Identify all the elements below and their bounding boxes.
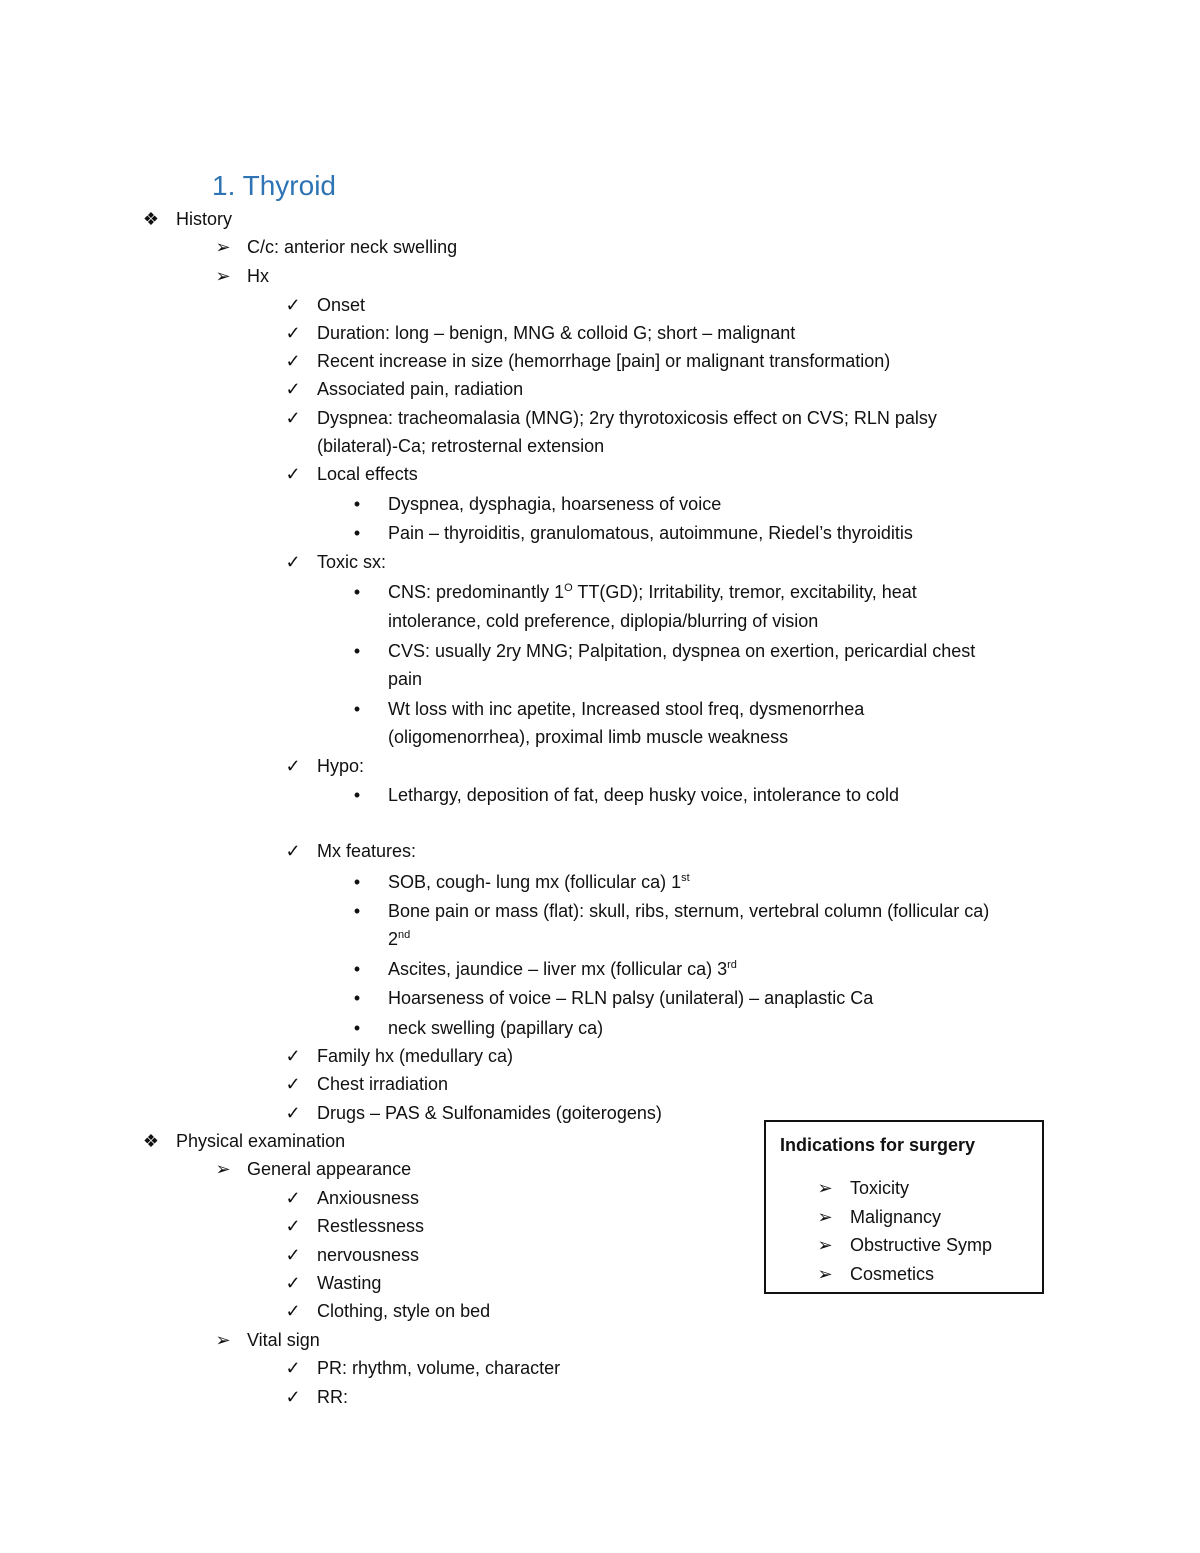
arrow-bullet-icon: ➢ bbox=[817, 1207, 833, 1227]
checkmark-icon: ✓ bbox=[285, 1387, 301, 1407]
checkmark-icon: ✓ bbox=[285, 408, 301, 428]
superscript: rd bbox=[727, 959, 737, 971]
item-text: Hoarseness of voice – RLN palsy (unilateral) – anaplastic Ca bbox=[388, 988, 874, 1008]
bullet-icon: • bbox=[353, 901, 361, 921]
arrow-bullet-icon: ➢ bbox=[817, 1178, 833, 1198]
item-text: Pain – thyroiditis, granulomatous, autoimmune, Riedel’s thyroiditis bbox=[388, 523, 913, 543]
item-text: Drugs – PAS & Sulfonamides (goiterogens) bbox=[317, 1103, 662, 1123]
bullet-icon: • bbox=[353, 699, 361, 719]
checkmark-icon: ✓ bbox=[285, 1188, 301, 1208]
checkmark-icon: ✓ bbox=[285, 351, 301, 371]
bullet-icon: • bbox=[353, 785, 361, 805]
item-text: nervousness bbox=[317, 1245, 420, 1265]
bullet-icon: • bbox=[353, 872, 361, 892]
arrow-bullet-icon: ➢ bbox=[215, 266, 231, 286]
item-text: Malignancy bbox=[850, 1207, 942, 1227]
item-text bbox=[388, 581, 917, 603]
superscript: O bbox=[564, 582, 573, 594]
item-text: Mx features: bbox=[317, 841, 417, 861]
item-text: Hypo: bbox=[317, 756, 365, 776]
indications-box bbox=[764, 1120, 1044, 1294]
item-text: Duration: long – benign, MNG & colloid G; short – malignant bbox=[317, 323, 796, 343]
arrow-bullet-icon: ➢ bbox=[215, 1330, 231, 1350]
item-text: Cosmetics bbox=[850, 1264, 935, 1284]
item-text: Recent increase in size (hemorrhage [pain] or malignant transformation) bbox=[317, 351, 891, 371]
bullet-icon: • bbox=[353, 494, 361, 514]
item-text: Associated pain, radiation bbox=[317, 379, 524, 399]
item-text: Onset bbox=[317, 295, 366, 315]
item-text: Anxiousness bbox=[317, 1188, 420, 1208]
item-text-part: SOB, cough- lung mx (follicular ca) 1 bbox=[388, 872, 682, 892]
item-text: Chest irradiation bbox=[317, 1074, 449, 1094]
item-text: Clothing, style on bed bbox=[317, 1301, 491, 1321]
item-text: Wt loss with inc apetite, Increased stool freq, dysmenorrhea bbox=[388, 699, 865, 719]
item-text: Hx bbox=[247, 266, 269, 286]
checkmark-icon: ✓ bbox=[285, 1216, 301, 1236]
item-text: Wasting bbox=[317, 1273, 382, 1293]
checkmark-icon: ✓ bbox=[285, 552, 301, 572]
bullet-icon: • bbox=[353, 523, 361, 543]
item-text-part: CNS: predominantly 1 bbox=[388, 582, 565, 602]
item-continuation bbox=[388, 928, 410, 950]
item-text: Local effects bbox=[317, 464, 418, 484]
item-continuation: (oligomenorrhea), proximal limb muscle weakness bbox=[388, 727, 789, 747]
item-text bbox=[388, 871, 690, 893]
item-text: CVS: usually 2ry MNG; Palpitation, dyspnea on exertion, pericardial chest bbox=[388, 641, 976, 661]
checkmark-icon: ✓ bbox=[285, 323, 301, 343]
arrow-bullet-icon: ➢ bbox=[817, 1235, 833, 1255]
checkmark-icon: ✓ bbox=[285, 1074, 301, 1094]
item-text-part: Ascites, jaundice – liver mx (follicular ca) 3 bbox=[388, 959, 728, 979]
item-text: C/c: anterior neck swelling bbox=[247, 237, 458, 257]
item-text: Vital sign bbox=[247, 1330, 320, 1350]
item-text: Bone pain or mass (flat): skull, ribs, sternum, vertebral column (follicular ca) bbox=[388, 901, 990, 921]
checkmark-icon: ✓ bbox=[285, 1103, 301, 1123]
checkmark-icon: ✓ bbox=[285, 464, 301, 484]
item-text: Dyspnea: tracheomalasia (MNG); 2ry thyrotoxicosis effect on CVS; RLN palsy bbox=[317, 408, 937, 428]
diamond-bullet-icon: ❖ bbox=[142, 209, 160, 229]
arrow-bullet-icon: ➢ bbox=[215, 237, 231, 257]
checkmark-icon: ✓ bbox=[285, 295, 301, 315]
bullet-icon: • bbox=[353, 959, 361, 979]
page-title: 1. Thyroid bbox=[212, 170, 336, 201]
item-text bbox=[388, 958, 737, 980]
arrow-bullet-icon: ➢ bbox=[215, 1159, 231, 1179]
item-text: neck swelling (papillary ca) bbox=[388, 1018, 604, 1038]
item-text: Dyspnea, dysphagia, hoarseness of voice bbox=[388, 494, 722, 514]
item-text-part: 2 bbox=[388, 929, 399, 949]
checkmark-icon: ✓ bbox=[285, 379, 301, 399]
item-text: RR: bbox=[317, 1387, 348, 1407]
checkmark-icon: ✓ bbox=[285, 756, 301, 776]
item-text: Family hx (medullary ca) bbox=[317, 1046, 514, 1066]
item-text: Restlessness bbox=[317, 1216, 425, 1236]
section-label: History bbox=[176, 209, 233, 229]
diamond-bullet-icon: ❖ bbox=[142, 1131, 160, 1151]
bullet-icon: • bbox=[353, 641, 361, 661]
box-heading: Indications for surgery bbox=[780, 1135, 976, 1155]
item-text: Obstructive Symp bbox=[850, 1235, 993, 1255]
section-label: Physical examination bbox=[176, 1131, 346, 1151]
checkmark-icon: ✓ bbox=[285, 1358, 301, 1378]
superscript: st bbox=[681, 872, 690, 884]
checkmark-icon: ✓ bbox=[285, 1301, 301, 1321]
checkmark-icon: ✓ bbox=[285, 1046, 301, 1066]
superscript: nd bbox=[398, 929, 411, 941]
item-continuation: intolerance, cold preference, diplopia/blurring of vision bbox=[388, 611, 819, 631]
item-text: General appearance bbox=[247, 1159, 412, 1179]
bullet-icon: • bbox=[353, 582, 361, 602]
item-text-part: TT(GD); Irritability, tremor, excitability, heat bbox=[572, 582, 917, 602]
item-text: PR: rhythm, volume, character bbox=[317, 1358, 561, 1378]
item-text: Toxicity bbox=[850, 1178, 910, 1198]
item-text: Toxic sx: bbox=[317, 552, 387, 572]
item-continuation: (bilateral)-Ca; retrosternal extension bbox=[317, 436, 605, 456]
item-continuation: pain bbox=[388, 669, 423, 689]
bullet-icon: • bbox=[353, 988, 361, 1008]
checkmark-icon: ✓ bbox=[285, 841, 301, 861]
arrow-bullet-icon: ➢ bbox=[817, 1264, 833, 1284]
item-text: Lethargy, deposition of fat, deep husky voice, intolerance to cold bbox=[388, 785, 899, 805]
checkmark-icon: ✓ bbox=[285, 1245, 301, 1265]
checkmark-icon: ✓ bbox=[285, 1273, 301, 1293]
bullet-icon: • bbox=[353, 1018, 361, 1038]
